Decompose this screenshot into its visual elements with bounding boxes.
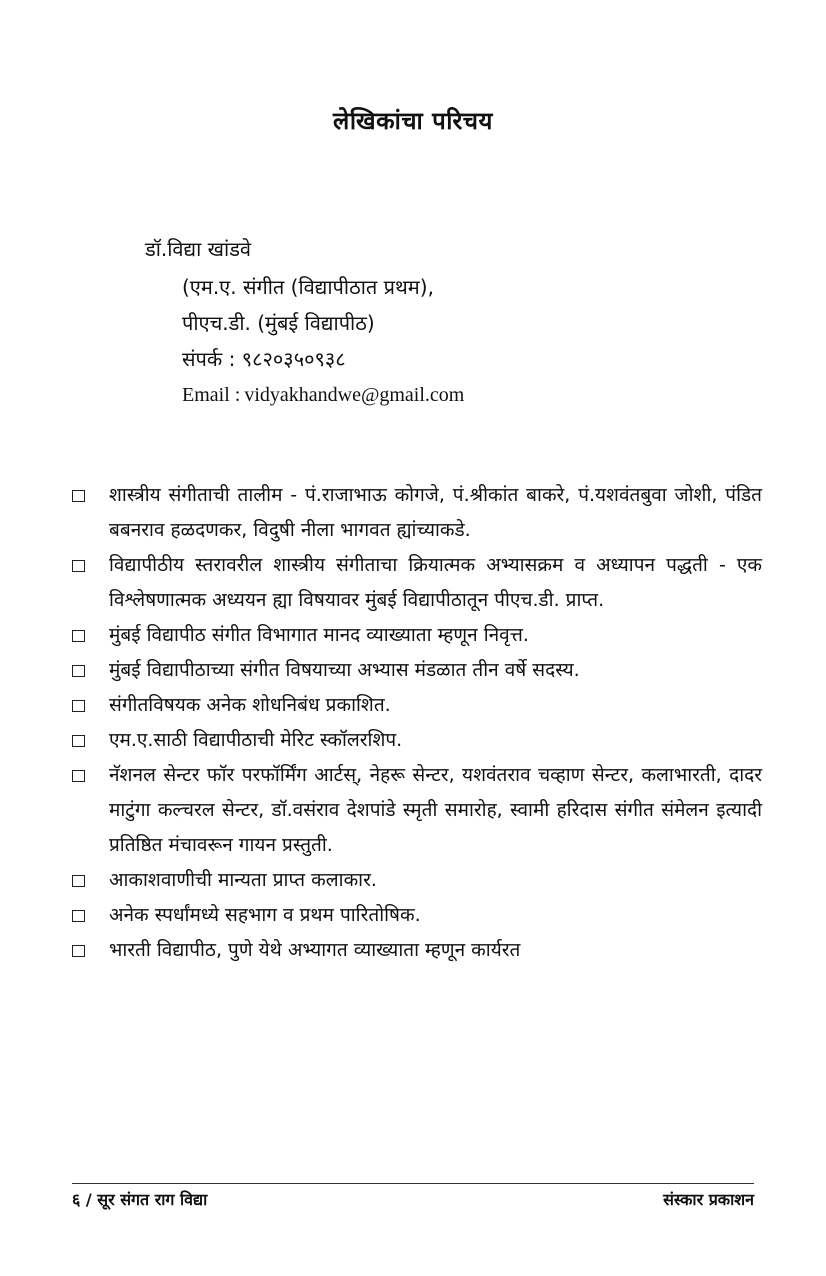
list-item-text: शास्त्रीय संगीताची तालीम - पं.राजाभाऊ कोगजे, पं.श्रीकांत बाकरे, पं.यशवंतबुवा जोशी, पंडित बबनराव हळदणकर, विदुषी नीला भागवत ह्यांच्याकडे. — [109, 484, 762, 541]
list-item — [72, 688, 762, 723]
list-item — [72, 618, 762, 653]
checkbox-bullet-icon — [72, 875, 85, 887]
list-item — [72, 478, 762, 548]
email-address: vidyakhandwe@gmail.com — [244, 384, 465, 406]
list-item-text: मुंबई विद्यापीठाच्या संगीत विषयाच्या अभ्यास मंडळात तीन वर्षे सदस्य. — [109, 659, 580, 681]
checkbox-bullet-icon — [72, 770, 85, 782]
list-item-text: भारती विद्यापीठ, पुणे येथे अभ्यागत व्याख्याता म्हणून कार्यरत — [109, 939, 521, 961]
checkbox-bullet-icon — [72, 735, 85, 747]
list-item — [72, 863, 762, 898]
author-contact: संपर्क : ९८२०३५०९३८ — [182, 347, 346, 371]
checkbox-bullet-icon — [72, 630, 85, 642]
page-title: लेखिकांचा परिचय — [333, 107, 493, 136]
list-item-text: विद्यापीठीय स्तरावरील शास्त्रीय संगीताचा क्रियात्मक अभ्यासक्रम व अध्यापन पद्धती - एक विश्लेषणात्मक अध्ययन ह्या विषयावर मुंबई विद्यापीठातून पीएच.डी. प्राप्त. — [109, 554, 762, 611]
checkbox-bullet-icon — [72, 700, 85, 712]
list-item-text: संगीतविषयक अनेक शोधनिबंध प्रकाशित. — [109, 694, 391, 716]
author-doctorate: पीएच.डी. (मुंबई विद्यापीठ) — [182, 311, 375, 335]
list-item-text: मुंबई विद्यापीठ संगीत विभागात मानद व्याख्याता म्हणून निवृत्त. — [109, 624, 529, 646]
list-item — [72, 758, 762, 863]
list-item-text: आकाशवाणीची मान्यता प्राप्त कलाकार. — [109, 869, 377, 891]
checkbox-bullet-icon — [72, 665, 85, 677]
list-item — [72, 723, 762, 758]
footer-divider — [72, 1183, 754, 1184]
author-name: डॉ.विद्या खांडवे — [145, 237, 252, 261]
author-details — [182, 270, 745, 414]
list-item — [72, 653, 762, 688]
checkbox-bullet-icon — [72, 490, 85, 502]
footer-page-info: ६ / सूर संगत राग विद्या — [72, 1190, 208, 1209]
list-item-text: अनेक स्पर्धांमध्ये सहभाग व प्रथम पारितोषिक. — [109, 904, 421, 926]
author-email-line — [182, 378, 745, 414]
list-item-text: एम.ए.साठी विद्यापीठाची मेरिट स्कॉलरशिप. — [109, 729, 403, 751]
list-item — [72, 898, 762, 933]
achievements-list — [72, 478, 762, 968]
checkbox-bullet-icon — [72, 560, 85, 572]
checkbox-bullet-icon — [72, 945, 85, 957]
checkbox-bullet-icon — [72, 910, 85, 922]
footer-publisher: संस्कार प्रकाशन — [663, 1190, 754, 1209]
author-qualification: (एम.ए. संगीत (विद्यापीठात प्रथम), — [182, 275, 434, 299]
email-label: Email : — [182, 384, 241, 406]
list-item — [72, 933, 762, 968]
author-block — [145, 232, 745, 414]
list-item — [72, 548, 762, 618]
list-item-text: नॅशनल सेन्टर फॉर परफॉर्मिंग आर्टस्, नेहरू सेन्टर, यशवंतराव चव्हाण सेन्टर, कलाभारती, दादर माटुंगा कल्चरल सेन्टर, डॉ.वसंराव देशपांडे स्मृती समारोह, स्वामी हरिदास संगीत संमेलन इत्यादी प्रतिष्ठित मंचावरून गायन प्रस्तुती. — [109, 764, 762, 856]
